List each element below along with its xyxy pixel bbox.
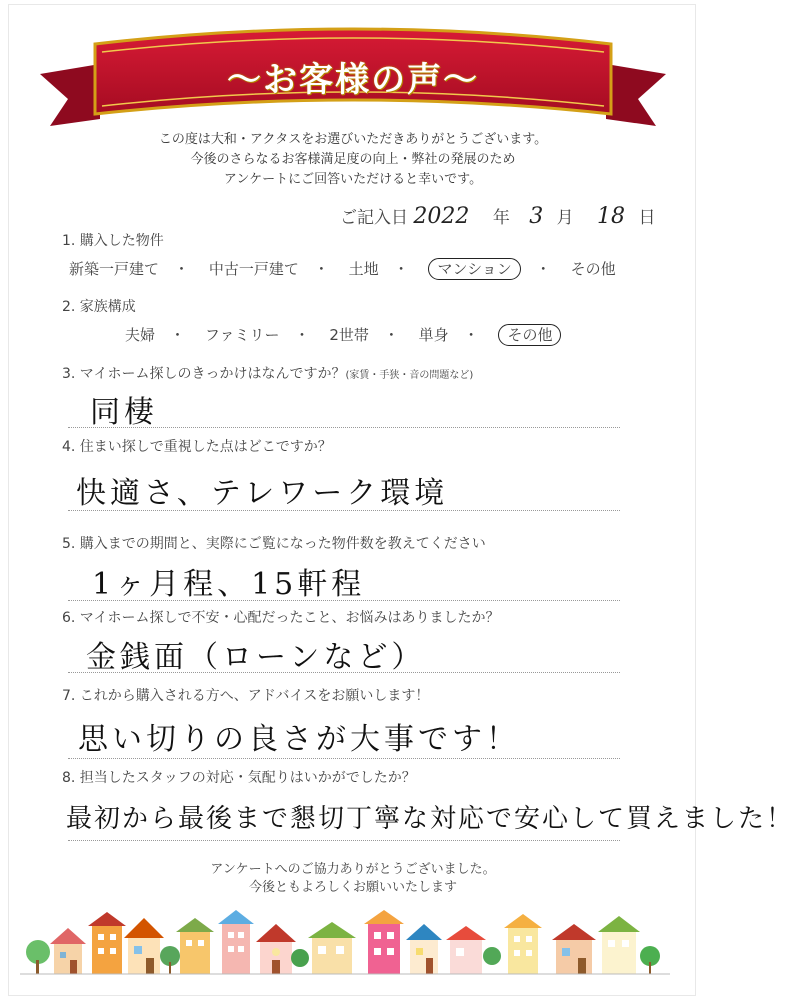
date-year: 2022: [413, 204, 470, 229]
house-11: [504, 914, 542, 974]
q8-answer-line: [68, 840, 620, 841]
q6-label: 6. マイホーム探しで不安・心配だったこと、お悩みはありましたか？: [62, 610, 500, 626]
house-10: [446, 926, 501, 974]
house-13: [598, 916, 660, 974]
q8-answer: 最初から最後まで懇切丁寧な対応で安心して買えました！: [66, 804, 794, 834]
q7-answer-line: [68, 758, 620, 759]
q1-option: 土地: [348, 260, 379, 278]
q5-answer: 1ヶ月程、15軒程: [92, 567, 366, 602]
intro-line-1: この度は大和・アクタスをお選びいただきありがとうございます。: [158, 132, 548, 147]
q8-label: 8. 担当したスタッフの対応・気配りはいかがでしたか？: [62, 770, 416, 786]
q2-option: 2世帯: [329, 326, 369, 344]
date-month-unit: 月: [556, 208, 574, 228]
q2-option: 単身: [418, 326, 449, 344]
house-7: [308, 922, 356, 974]
intro-line-2: 今後のさらなるお客様満足度の向上・弊社の発展のため: [190, 152, 516, 167]
date-month: 3: [529, 204, 544, 229]
page-title: 〜お客様の声〜: [227, 60, 479, 100]
q4-label: 4. 住まい探しで重視した点はどこですか？: [62, 439, 332, 455]
house-3: [124, 918, 164, 974]
q3-note: (家賃・手狭・音の問題など): [345, 370, 474, 381]
q1-label: 1. 購入した物件: [62, 233, 164, 249]
q2-option: ファミリー: [204, 326, 280, 344]
footer-line-2: 今後ともよろしくお願いいたします: [248, 880, 457, 895]
q3-answer: 同棲: [90, 395, 158, 430]
q3-label: [62, 363, 473, 383]
q2-option-selected: その他: [498, 324, 561, 346]
q1-option: 中古一戸建て: [208, 260, 299, 278]
q6-answer-line: [68, 672, 620, 673]
date-label: ご記入日: [340, 208, 408, 228]
q4-answer: 快適さ、テレワーク環境: [76, 476, 449, 511]
q4-answer-line: [68, 510, 620, 511]
house-12: [552, 924, 596, 974]
date-day: 18: [597, 204, 626, 229]
q3-answer-line: [68, 427, 620, 428]
q3-question: 3. マイホーム探しのきっかけはなんですか？: [62, 366, 346, 382]
q5-answer-line: [68, 600, 620, 601]
q2-option: 夫婦: [125, 326, 156, 344]
q7-answer: 思い切りの良さが大事です！: [78, 722, 520, 757]
intro-line-3: アンケートにご回答いただけると幸いです。: [223, 172, 483, 187]
house-1: [26, 928, 86, 974]
houses-illustration: [0, 900, 706, 980]
house-2: [88, 912, 126, 974]
q1-option-selected: マンション: [428, 258, 520, 280]
entry-date: [340, 203, 655, 229]
date-year-unit: 年: [492, 208, 510, 228]
q2-label: 2. 家族構成: [62, 299, 136, 315]
house-5: [218, 910, 254, 974]
q5-label: 5. 購入までの期間と、実際にご覧になった物件数を教えてください: [62, 536, 486, 552]
house-4: [160, 918, 214, 974]
q2-options: 夫婦 ・ ファミリー ・ 2世帯 ・ 単身 ・ その他: [116, 324, 570, 345]
q7-label: 7. これから購入される方へ、アドバイスをお願いします！: [62, 688, 430, 704]
q1-options: 新築一戸建て ・ 中古一戸建て ・ 土地 ・ マンション ・ その他: [69, 260, 616, 278]
q1-option: 新築一戸建て: [69, 260, 160, 278]
date-day-unit: 日: [638, 208, 656, 228]
house-6: [256, 924, 309, 974]
q1-option: その他: [570, 260, 616, 278]
house-9: [406, 924, 442, 974]
house-8: [364, 910, 404, 974]
footer-line-1: アンケートへのご協力ありがとうございました。: [210, 862, 496, 877]
q6-answer: 金銭面（ローンなど）: [86, 640, 426, 675]
